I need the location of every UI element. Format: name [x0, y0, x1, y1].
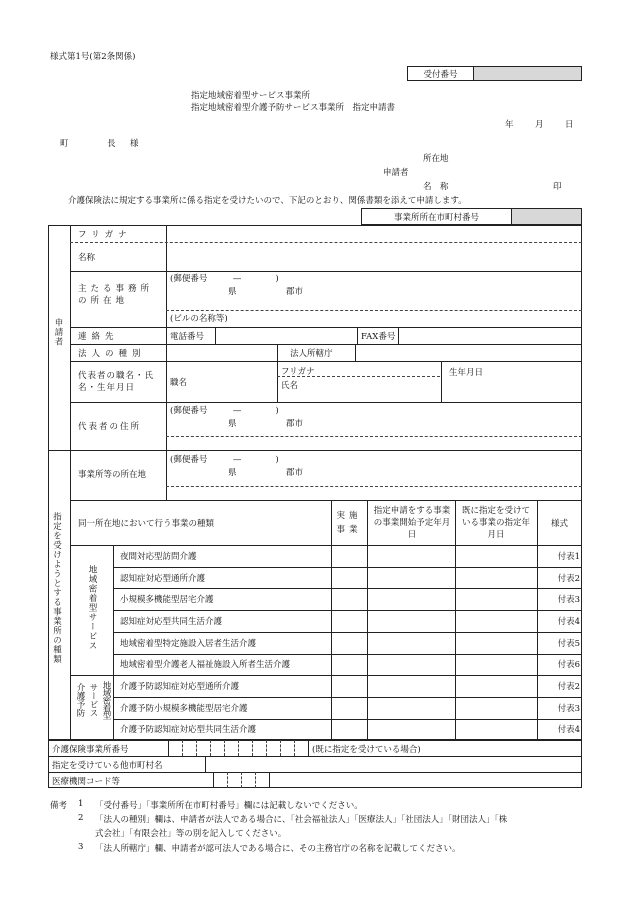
- service-form: 付表4: [557, 725, 580, 736]
- existing-date-header: 既に指定を受けている事業の指定年月日: [461, 506, 530, 540]
- addressee-town: 町: [60, 139, 69, 149]
- group-prev-col1: 介護予防: [75, 683, 85, 717]
- start-date-header: 指定申請をする事業の事業開始予定年月日: [373, 506, 451, 540]
- fax-label: FAX番号: [361, 332, 396, 342]
- service-name: 夜間対応型訪問介護: [120, 551, 197, 562]
- prefecture-label: 県: [228, 287, 237, 297]
- note-2b: 式会社」「有限会社」等の別を記入してください。: [95, 829, 287, 839]
- applicant-side-label: 申請者: [53, 318, 63, 347]
- note-2-number: 2: [78, 813, 84, 823]
- facility-prefecture-label: 県: [228, 468, 237, 478]
- service-implement-field[interactable]: [332, 719, 367, 741]
- other-municipality-field[interactable]: [206, 757, 581, 772]
- rep-furigana-label: フリガナ: [281, 367, 315, 377]
- notes-heading: 備考: [50, 801, 68, 811]
- service-form: 付表3: [557, 595, 580, 606]
- service-name: 介護予防小規模多機能型居宅介護: [120, 703, 248, 714]
- date-year: 年: [505, 120, 514, 130]
- receipt-box: [407, 66, 582, 81]
- corp-type-label: 法人の種別: [78, 349, 146, 359]
- seal-mark: 印: [553, 182, 562, 192]
- applicant-name-label: 名 称: [423, 182, 449, 192]
- birthdate-label: 生年月日: [449, 368, 484, 378]
- rep-county-label: 郡市: [286, 419, 304, 429]
- service-form: 付表1: [557, 551, 580, 562]
- addressee-mayor: 長 様: [107, 139, 142, 149]
- service-implement-field[interactable]: [332, 632, 367, 654]
- rep-name-label: 氏名: [281, 381, 299, 391]
- service-form: 付表4: [557, 616, 580, 627]
- phone-field[interactable]: [216, 328, 356, 344]
- service-name: 介護予防認知症対応型共同生活介護: [120, 725, 257, 736]
- service-name: 認知症対応型通所介護: [120, 573, 206, 584]
- representative-label: 代表者の職名・氏名・生年月日: [78, 371, 155, 393]
- statement: 介護保険法に規定する事業所に係る指定を受けたいので、下記のとおり、関係書類を添えて申請します。: [68, 196, 467, 206]
- note-1-number: 1: [78, 799, 84, 809]
- form-number: 様式第1号(第2条関係): [50, 52, 136, 62]
- group-community-label: 地域密着型サービス: [87, 565, 97, 651]
- note-2a: 「法人の種別」欄は、申請者が法人である場合に、「社会福祉法人」「医療法人」「社団法人」「財団法人」「株: [95, 815, 508, 825]
- name-field[interactable]: [167, 243, 581, 271]
- service-name: 認知症対応型共同生活介護: [120, 616, 223, 627]
- receipt-label: 受付番号: [408, 67, 474, 80]
- service-implement-field[interactable]: [332, 654, 367, 676]
- municipality-number-value[interactable]: [512, 209, 581, 224]
- service-form: 付表5: [557, 638, 580, 649]
- note-1: 「受付番号」「事業所所在市町村番号」欄には記載しないでください。: [95, 801, 363, 811]
- municipality-number-label: 事業所所在市町村番号: [362, 209, 512, 224]
- facility-side-label: 指定を受けようとする事業所の種類: [51, 512, 62, 664]
- fax-field[interactable]: [399, 328, 581, 344]
- furigana-field[interactable]: [167, 226, 581, 242]
- group-prev-col2: サービス: [88, 683, 98, 717]
- rep-postal-label: (郵便番号 — ): [170, 406, 279, 416]
- service-implement-field[interactable]: [332, 610, 367, 632]
- job-title-label: 職名: [170, 378, 188, 388]
- facility-county-label: 郡市: [286, 468, 304, 478]
- receipt-value[interactable]: [474, 67, 581, 80]
- service-name: 地域密着型介護老人福祉施設入所者生活介護: [120, 660, 291, 671]
- contact-label: 連絡先: [78, 332, 119, 342]
- insurance-note: (既に指定を受けている場合): [312, 744, 421, 755]
- service-implement-field[interactable]: [332, 545, 367, 567]
- postal-label: (郵便番号 — ): [170, 274, 279, 284]
- service-name: 介護予防認知症対応型通所介護: [120, 682, 240, 693]
- facility-location-label: 事業所等の所在地: [78, 470, 147, 480]
- service-form: 付表3: [557, 703, 580, 714]
- service-implement-field[interactable]: [332, 588, 367, 610]
- date-month: 月: [535, 120, 544, 130]
- authority-label: 法人所轄庁: [290, 349, 333, 359]
- service-name: 小規模多機能型居宅介護: [120, 595, 214, 606]
- service-implement-field[interactable]: [332, 675, 367, 697]
- service-form: 付表6: [557, 660, 580, 671]
- applicant-address-label: 所在地: [423, 154, 449, 164]
- corp-type-field[interactable]: [167, 345, 276, 361]
- form-header: 様式: [550, 519, 568, 529]
- county-label: 郡市: [286, 287, 304, 297]
- rep-address-label: 代表者の住所: [78, 422, 142, 432]
- rep-prefecture-label: 県: [228, 419, 237, 429]
- services-header: 同一所在地において行う事業の種類: [78, 519, 215, 529]
- applicant-label: 申請者: [383, 168, 409, 178]
- title-line2: 指定地域密着型介護予防サービス事業所 指定申請書: [191, 103, 396, 113]
- medical-code-field[interactable]: [213, 772, 269, 788]
- building-label: (ビルの名称等): [170, 314, 228, 324]
- facility-postal-label: (郵便番号 — ): [170, 455, 279, 465]
- furigana-label: フリガナ: [78, 230, 132, 240]
- medical-code-label: 医療機関コード等: [52, 776, 121, 787]
- impl-header: 実施事業: [336, 511, 362, 535]
- group-prev-col3: 地域密着型: [101, 681, 111, 719]
- service-name: 地域密着型特定施設入居者生活介護: [120, 638, 257, 649]
- authority-field[interactable]: [356, 345, 581, 361]
- insurance-number-label: 介護保険事業所番号: [52, 744, 129, 755]
- insurance-number-field[interactable]: [168, 740, 308, 756]
- municipality-number-box: [361, 208, 582, 225]
- note-3-number: 3: [78, 842, 84, 852]
- service-implement-field[interactable]: [332, 567, 367, 589]
- phone-label: 電話番号: [170, 332, 205, 342]
- title-line1: 指定地域密着型サービス事業所: [191, 91, 311, 101]
- main-office-label: 主たる事務所の所在地: [78, 284, 154, 306]
- date-day: 日: [565, 120, 574, 130]
- note-3: 「法人所轄庁」欄、申請者が認可法人である場合に、その主務官庁の名称を記載してください。: [95, 844, 461, 854]
- other-municipality-label: 指定を受けている他市町村名: [52, 760, 163, 771]
- service-implement-field[interactable]: [332, 697, 367, 719]
- service-form: 付表2: [557, 573, 580, 584]
- service-form: 付表2: [557, 682, 580, 693]
- name-label: 名称: [78, 253, 96, 263]
